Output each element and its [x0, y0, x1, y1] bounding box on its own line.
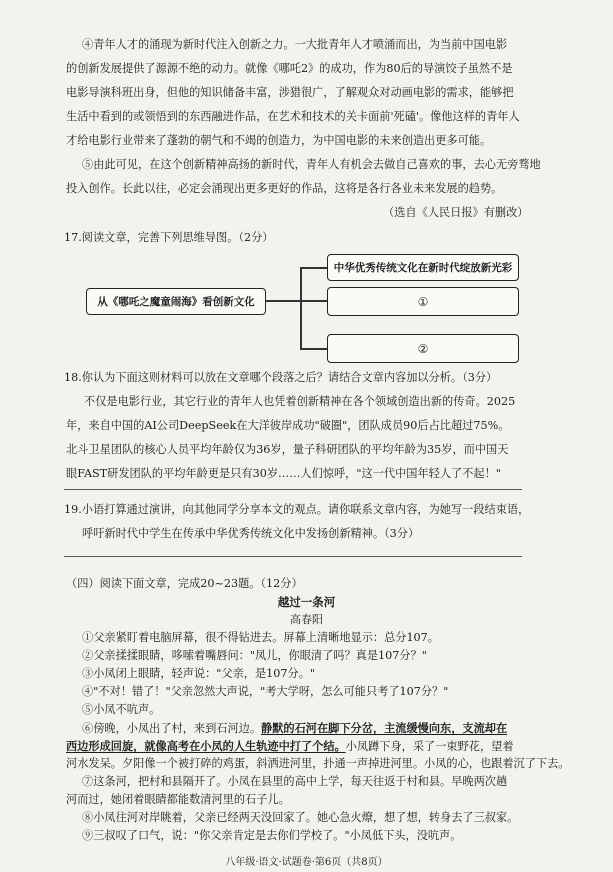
- article-para-5: ⑤小凤不吭声。: [82, 703, 161, 716]
- article-para-6-line-3: 河水发呆。夕阳像一个被打碎的鸡蛋，斜洒进河里，扑通一声掉进河里。小凤的心，也跟着沉了下去。: [66, 757, 570, 770]
- article-para-3: ③小凤闭上眼睛，轻声说："父亲，是107分。": [82, 667, 316, 680]
- para6-underlined-2: 西边形成回旋，就像高考在小凤的人生轨迹中打了个结。: [66, 739, 346, 753]
- passage-line-4: 生活中看到的或领悟到的东西融进作品，在艺术和技术的关卡面前'死磕'。像他这样的青年人: [66, 110, 520, 123]
- mindmap-root: 从《哪吒之魔童闹海》看创新文化: [86, 288, 266, 315]
- article-title: 越过一条河: [277, 595, 336, 609]
- passage-line-6: ⑤由此可见，在这个创新精神高扬的新时代，青年人有机会去做自己喜欢的事，去心无旁骛地: [82, 158, 541, 171]
- article-para-4: ④"不对！错了！"父亲忽然大声说，"考大学呀，怎么可能只考了107分？": [82, 685, 449, 698]
- mindmap-branch-1: 中华优秀传统文化在新时代绽放新光彩: [327, 254, 519, 281]
- article-para-9: ⑨三叔叹了口气，说："你父亲肯定是去你们学校了。"小凤低下头，没吭声。: [82, 829, 462, 842]
- q18-material-line-2: 年，来自中国的AI公司DeepSeek在大洋彼岸成功"破圈"，团队成员90后占比超过75%。: [66, 419, 510, 432]
- section4-heading: （四）阅读下面文章，完成20~23题。（12分）: [66, 577, 303, 590]
- article-para-6-line-1: [82, 720, 507, 737]
- article-para-1: ①父亲紧盯着电脑屏幕，很不得钻进去。屏幕上清晰地显示：总分107。: [82, 631, 439, 644]
- para6-underlined-1: 静默的石河在脚下分岔，主流缓慢向东，支流却在: [261, 721, 508, 735]
- mindmap-spine: [300, 267, 302, 349]
- q18-answer-line[interactable]: [64, 489, 522, 490]
- mindmap-branch-line-1: [300, 267, 327, 269]
- q19-prompt-line-1: 19.小语打算通过演讲，向其他同学分享本文的观点。请你联系文章内容，为她写一段结束语，: [64, 503, 530, 516]
- mindmap-branch-line-2: [300, 300, 327, 302]
- article-author: 高春阳: [290, 613, 323, 626]
- page-footer: 八年级·语文·试题卷·第6页（共8页）: [225, 857, 388, 868]
- article-para-8: ⑧小凤往河对岸眺着，父亲已经两天没回家了。她心急火燎，想了想，转身去了三叔家。: [82, 811, 519, 824]
- mindmap-branch-line-3: [300, 348, 327, 350]
- q17-prompt: 17.阅读文章，完善下列思维导图。（2分）: [64, 231, 274, 244]
- article-para-2: ②父亲揉揉眼睛，哆嗦着嘴唇问："凤儿，你眼清了吗？真是107分？": [82, 649, 427, 662]
- q19-prompt-line-2: 呼吁新时代中学生在传承中华优秀传统文化中发扬创新精神。（3分）: [82, 527, 420, 540]
- passage-line-2: 的创新发展提供了源源不绝的动力。就像《哪吒2》的成功，作为80后的导演饺子虽然不是: [66, 62, 513, 75]
- mindmap-connector: [265, 300, 301, 302]
- source-note: （选自《人民日报》有删改）: [383, 206, 529, 219]
- article-para-7-line-1: ⑦这条河，把村和县隔开了。小凤在县里的高中上学，每天往返于村和县。早晚两次趟: [82, 775, 508, 788]
- passage-line-5: 才给电影行业带来了蓬勃的朝气和不竭的创造力，为中国电影的未来创造出更多可能。: [66, 134, 492, 147]
- para6-continue: 小凤蹲下身，采了一束野花，望着: [345, 740, 514, 753]
- passage-line-1: ④青年人才的涌现为新时代注入创新之力。一大批青年人才喷涌而出，为当前中国电影: [82, 38, 508, 51]
- passage-line-3: 电影导演科班出身，但他的知识储备丰富，涉猎很广，了解观众对动画电影的需求，能够把: [66, 86, 514, 99]
- q18-material-line-3: 北斗卫星团队的核心人员平均年龄仅为36岁，量子科研团队的平均年龄为35岁，而中国天: [66, 443, 509, 456]
- q18-material-line-1: 不仅是电影行业，其它行业的青年人也凭着创新精神在各个领域创造出新的传奇。2025: [84, 395, 516, 408]
- para6-intro: ⑥傍晚，小凤出了村，来到石河边。: [82, 722, 262, 735]
- q18-material-line-4: 眼FAST研发团队的平均年龄更是只有30岁……人们惊呼，"这一代中国年轻人了不起！": [66, 467, 501, 480]
- mindmap-branch-2-blank[interactable]: ①: [327, 287, 519, 316]
- article-para-6-line-2: [66, 738, 514, 755]
- article-para-7-line-2: 河而过，她闭着眼睛都能数清河里的石子儿。: [66, 793, 290, 806]
- q19-answer-line[interactable]: [64, 556, 522, 557]
- mindmap-branch-3-blank[interactable]: ②: [327, 334, 519, 363]
- passage-line-7: 投入创作。长此以往，必定会涌现出更多更好的作品，这将是各行各业未来发展的趋势。: [66, 182, 503, 195]
- q18-prompt: 18.你认为下面这则材料可以放在文章哪个段落之后？请结合文章内容加以分析。（3分）: [64, 371, 498, 384]
